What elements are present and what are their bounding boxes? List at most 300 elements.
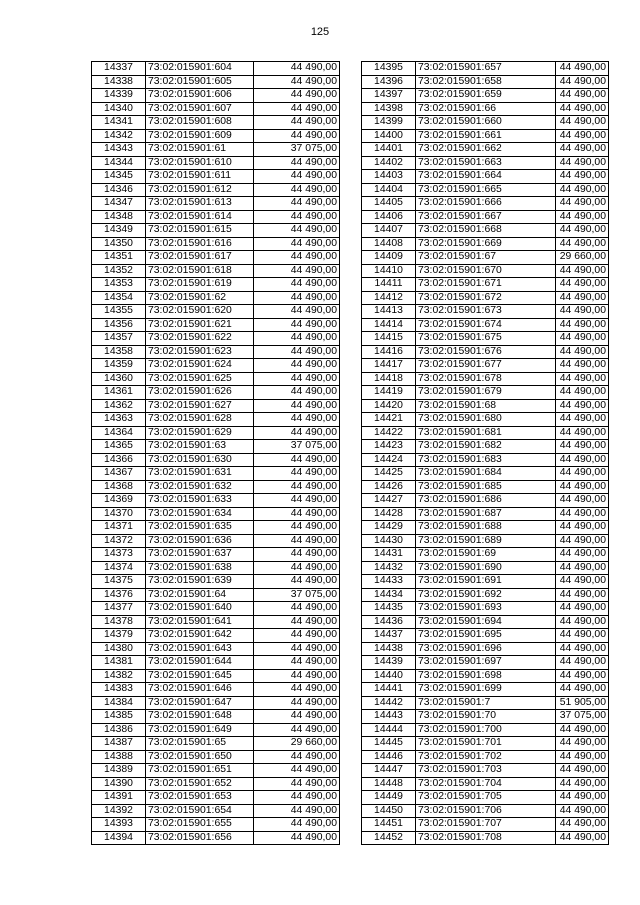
table-row: [362, 480, 609, 494]
record-number-cell: 14423: [362, 440, 416, 454]
table-row: [92, 534, 340, 548]
table-row: [362, 305, 609, 319]
cadastral-number-cell: 73:02:015901:681: [416, 426, 556, 440]
table-row: [92, 683, 340, 697]
table-row: [362, 602, 609, 616]
cadastral-number-cell: 73:02:015901:656: [146, 831, 254, 845]
value-cell: 44 490,00: [556, 440, 609, 454]
cadastral-number-cell: 73:02:015901:657: [416, 62, 556, 76]
value-cell: 44 490,00: [254, 102, 340, 116]
record-number-cell: 14387: [92, 737, 146, 751]
cadastral-number-cell: 73:02:015901:689: [416, 534, 556, 548]
cadastral-number-cell: 73:02:015901:698: [416, 669, 556, 683]
table-row: [362, 521, 609, 535]
cadastral-number-cell: 73:02:015901:631: [146, 467, 254, 481]
value-cell: 44 490,00: [254, 561, 340, 575]
cadastral-number-cell: 73:02:015901:669: [416, 237, 556, 251]
record-number-cell: 14429: [362, 521, 416, 535]
table-row: [92, 629, 340, 643]
record-number-cell: 14380: [92, 642, 146, 656]
table-row: [92, 588, 340, 602]
table-row: [362, 575, 609, 589]
value-cell: 44 490,00: [556, 170, 609, 184]
record-number-cell: 14355: [92, 305, 146, 319]
record-number-cell: 14386: [92, 723, 146, 737]
cadastral-number-cell: 73:02:015901:701: [416, 737, 556, 751]
value-cell: 44 490,00: [254, 332, 340, 346]
cadastral-number-cell: 73:02:015901:707: [416, 818, 556, 832]
cadastral-number-cell: 73:02:015901:617: [146, 251, 254, 265]
cadastral-number-cell: 73:02:015901:648: [146, 710, 254, 724]
cadastral-number-cell: 73:02:015901:62: [146, 291, 254, 305]
record-number-cell: 14367: [92, 467, 146, 481]
table-row: [362, 750, 609, 764]
value-cell: 29 660,00: [556, 251, 609, 265]
value-cell: 37 075,00: [254, 440, 340, 454]
record-number-cell: 14383: [92, 683, 146, 697]
cadastral-number-cell: 73:02:015901:645: [146, 669, 254, 683]
record-number-cell: 14393: [92, 818, 146, 832]
cadastral-number-cell: 73:02:015901:665: [416, 183, 556, 197]
value-cell: 44 490,00: [556, 278, 609, 292]
value-cell: 44 490,00: [556, 602, 609, 616]
cadastral-number-cell: 73:02:015901:661: [416, 129, 556, 143]
table-row: [362, 453, 609, 467]
table-row: [92, 224, 340, 238]
cadastral-number-cell: 73:02:015901:618: [146, 264, 254, 278]
record-number-cell: 14356: [92, 318, 146, 332]
record-number-cell: 14418: [362, 372, 416, 386]
value-cell: 44 490,00: [556, 359, 609, 373]
value-cell: 44 490,00: [254, 210, 340, 224]
value-cell: 44 490,00: [254, 804, 340, 818]
cadastral-number-cell: 73:02:015901:640: [146, 602, 254, 616]
record-number-cell: 14435: [362, 602, 416, 616]
value-cell: 44 490,00: [254, 359, 340, 373]
cadastral-number-cell: 73:02:015901:651: [146, 764, 254, 778]
record-number-cell: 14432: [362, 561, 416, 575]
table-row: [92, 156, 340, 170]
value-cell: 44 490,00: [254, 642, 340, 656]
record-number-cell: 14392: [92, 804, 146, 818]
cadastral-number-cell: 73:02:015901:642: [146, 629, 254, 643]
record-number-cell: 14398: [362, 102, 416, 116]
value-cell: 44 490,00: [556, 480, 609, 494]
record-number-cell: 14390: [92, 777, 146, 791]
cadastral-number-cell: 73:02:015901:641: [146, 615, 254, 629]
value-cell: 44 490,00: [254, 278, 340, 292]
record-number-cell: 14366: [92, 453, 146, 467]
cadastral-number-cell: 73:02:015901:7: [416, 696, 556, 710]
cadastral-number-cell: 73:02:015901:610: [146, 156, 254, 170]
record-number-cell: 14377: [92, 602, 146, 616]
table-row: [362, 386, 609, 400]
table-row: [362, 102, 609, 116]
table-row: [92, 359, 340, 373]
record-number-cell: 14371: [92, 521, 146, 535]
table-row: [92, 561, 340, 575]
left-register-table: [91, 61, 340, 845]
table-row: [92, 710, 340, 724]
table-row: [362, 413, 609, 427]
cadastral-number-cell: 73:02:015901:61: [146, 143, 254, 157]
value-cell: 44 490,00: [556, 521, 609, 535]
value-cell: 44 490,00: [254, 318, 340, 332]
table-row: [362, 62, 609, 76]
record-number-cell: 14346: [92, 183, 146, 197]
cadastral-number-cell: 73:02:015901:606: [146, 89, 254, 103]
table-row: [92, 264, 340, 278]
record-number-cell: 14391: [92, 791, 146, 805]
record-number-cell: 14440: [362, 669, 416, 683]
value-cell: 44 490,00: [556, 642, 609, 656]
cadastral-number-cell: 73:02:015901:703: [416, 764, 556, 778]
table-row: [92, 750, 340, 764]
value-cell: 37 075,00: [556, 710, 609, 724]
record-number-cell: 14424: [362, 453, 416, 467]
record-number-cell: 14363: [92, 413, 146, 427]
table-row: [362, 656, 609, 670]
value-cell: 44 490,00: [254, 386, 340, 400]
cadastral-number-cell: 73:02:015901:608: [146, 116, 254, 130]
value-cell: 44 490,00: [254, 656, 340, 670]
cadastral-number-cell: 73:02:015901:659: [416, 89, 556, 103]
record-number-cell: 14395: [362, 62, 416, 76]
table-row: [362, 440, 609, 454]
right-register-table: [361, 61, 609, 845]
cadastral-number-cell: 73:02:015901:612: [146, 183, 254, 197]
record-number-cell: 14412: [362, 291, 416, 305]
table-row: [362, 278, 609, 292]
page-number: 125: [310, 26, 330, 38]
record-number-cell: 14439: [362, 656, 416, 670]
record-number-cell: 14354: [92, 291, 146, 305]
table-row: [92, 251, 340, 265]
value-cell: 44 490,00: [254, 683, 340, 697]
cadastral-number-cell: 73:02:015901:626: [146, 386, 254, 400]
cadastral-number-cell: 73:02:015901:616: [146, 237, 254, 251]
cadastral-number-cell: 73:02:015901:660: [416, 116, 556, 130]
record-number-cell: 14339: [92, 89, 146, 103]
value-cell: 44 490,00: [254, 426, 340, 440]
record-number-cell: 14343: [92, 143, 146, 157]
table-row: [362, 183, 609, 197]
cadastral-number-cell: 73:02:015901:611: [146, 170, 254, 184]
table-row: [92, 116, 340, 130]
record-number-cell: 14388: [92, 750, 146, 764]
table-row: [92, 818, 340, 832]
cadastral-number-cell: 73:02:015901:708: [416, 831, 556, 845]
record-number-cell: 14357: [92, 332, 146, 346]
value-cell: 44 490,00: [254, 372, 340, 386]
cadastral-number-cell: 73:02:015901:687: [416, 507, 556, 521]
record-number-cell: 14410: [362, 264, 416, 278]
value-cell: 44 490,00: [254, 116, 340, 130]
record-number-cell: 14413: [362, 305, 416, 319]
value-cell: 44 490,00: [254, 75, 340, 89]
table-row: [92, 440, 340, 454]
cadastral-number-cell: 73:02:015901:63: [146, 440, 254, 454]
table-row: [92, 737, 340, 751]
value-cell: 44 490,00: [556, 143, 609, 157]
table-row: [92, 278, 340, 292]
value-cell: 44 490,00: [254, 710, 340, 724]
record-number-cell: 14362: [92, 399, 146, 413]
table-row: [362, 683, 609, 697]
table-row: [362, 723, 609, 737]
record-number-cell: 14338: [92, 75, 146, 89]
cadastral-number-cell: 73:02:015901:673: [416, 305, 556, 319]
value-cell: 44 490,00: [254, 791, 340, 805]
record-number-cell: 14341: [92, 116, 146, 130]
cadastral-number-cell: 73:02:015901:670: [416, 264, 556, 278]
record-number-cell: 14397: [362, 89, 416, 103]
cadastral-number-cell: 73:02:015901:615: [146, 224, 254, 238]
record-number-cell: 14364: [92, 426, 146, 440]
record-number-cell: 14382: [92, 669, 146, 683]
record-number-cell: 14369: [92, 494, 146, 508]
record-number-cell: 14434: [362, 588, 416, 602]
record-number-cell: 14350: [92, 237, 146, 251]
record-number-cell: 14399: [362, 116, 416, 130]
value-cell: 44 490,00: [254, 237, 340, 251]
table-row: [362, 143, 609, 157]
cadastral-number-cell: 73:02:015901:667: [416, 210, 556, 224]
value-cell: 44 490,00: [254, 129, 340, 143]
record-number-cell: 14422: [362, 426, 416, 440]
table-row: [362, 507, 609, 521]
table-row: [92, 291, 340, 305]
table-row: [362, 345, 609, 359]
record-number-cell: 14441: [362, 683, 416, 697]
record-number-cell: 14419: [362, 386, 416, 400]
table-row: [362, 75, 609, 89]
table-row: [362, 251, 609, 265]
table-row: [362, 534, 609, 548]
record-number-cell: 14411: [362, 278, 416, 292]
value-cell: 44 490,00: [556, 683, 609, 697]
record-number-cell: 14337: [92, 62, 146, 76]
table-row: [92, 507, 340, 521]
value-cell: 44 490,00: [254, 183, 340, 197]
record-number-cell: 14425: [362, 467, 416, 481]
record-number-cell: 14415: [362, 332, 416, 346]
table-row: [92, 521, 340, 535]
record-number-cell: 14433: [362, 575, 416, 589]
cadastral-number-cell: 73:02:015901:699: [416, 683, 556, 697]
cadastral-number-cell: 73:02:015901:693: [416, 602, 556, 616]
record-number-cell: 14446: [362, 750, 416, 764]
value-cell: 44 490,00: [254, 413, 340, 427]
record-number-cell: 14449: [362, 791, 416, 805]
table-row: [362, 116, 609, 130]
table-row: [362, 791, 609, 805]
record-number-cell: 14352: [92, 264, 146, 278]
record-number-cell: 14370: [92, 507, 146, 521]
value-cell: 44 490,00: [556, 156, 609, 170]
value-cell: 44 490,00: [556, 507, 609, 521]
value-cell: 44 490,00: [254, 831, 340, 845]
table-row: [362, 399, 609, 413]
record-number-cell: 14442: [362, 696, 416, 710]
table-row: [92, 102, 340, 116]
cadastral-number-cell: 73:02:015901:638: [146, 561, 254, 575]
record-number-cell: 14361: [92, 386, 146, 400]
table-row: [92, 656, 340, 670]
record-number-cell: 14342: [92, 129, 146, 143]
record-number-cell: 14438: [362, 642, 416, 656]
record-number-cell: 14436: [362, 615, 416, 629]
table-row: [92, 129, 340, 143]
table-row: [92, 467, 340, 481]
cadastral-number-cell: 73:02:015901:607: [146, 102, 254, 116]
record-number-cell: 14445: [362, 737, 416, 751]
cadastral-number-cell: 73:02:015901:609: [146, 129, 254, 143]
table-row: [92, 399, 340, 413]
cadastral-number-cell: 73:02:015901:646: [146, 683, 254, 697]
value-cell: 44 490,00: [254, 521, 340, 535]
value-cell: 44 490,00: [556, 548, 609, 562]
value-cell: 44 490,00: [254, 251, 340, 265]
value-cell: 44 490,00: [556, 264, 609, 278]
cadastral-number-cell: 73:02:015901:677: [416, 359, 556, 373]
value-cell: 44 490,00: [556, 386, 609, 400]
value-cell: 44 490,00: [556, 615, 609, 629]
record-number-cell: 14345: [92, 170, 146, 184]
value-cell: 44 490,00: [556, 561, 609, 575]
value-cell: 44 490,00: [556, 62, 609, 76]
record-number-cell: 14374: [92, 561, 146, 575]
value-cell: 44 490,00: [254, 467, 340, 481]
record-number-cell: 14372: [92, 534, 146, 548]
cadastral-number-cell: 73:02:015901:621: [146, 318, 254, 332]
cadastral-number-cell: 73:02:015901:628: [146, 413, 254, 427]
table-row: [362, 588, 609, 602]
table-row: [362, 156, 609, 170]
cadastral-number-cell: 73:02:015901:639: [146, 575, 254, 589]
value-cell: 44 490,00: [556, 116, 609, 130]
cadastral-number-cell: 73:02:015901:614: [146, 210, 254, 224]
value-cell: 44 490,00: [556, 791, 609, 805]
record-number-cell: 14427: [362, 494, 416, 508]
record-number-cell: 14358: [92, 345, 146, 359]
table-row: [92, 237, 340, 251]
cadastral-number-cell: 73:02:015901:627: [146, 399, 254, 413]
cadastral-number-cell: 73:02:015901:680: [416, 413, 556, 427]
table-row: [92, 305, 340, 319]
record-number-cell: 14373: [92, 548, 146, 562]
value-cell: 44 490,00: [556, 804, 609, 818]
cadastral-number-cell: 73:02:015901:70: [416, 710, 556, 724]
table-row: [362, 831, 609, 845]
cadastral-number-cell: 73:02:015901:613: [146, 197, 254, 211]
record-number-cell: 14444: [362, 723, 416, 737]
table-row: [362, 548, 609, 562]
value-cell: 44 490,00: [254, 750, 340, 764]
table-row: [92, 602, 340, 616]
cadastral-number-cell: 73:02:015901:672: [416, 291, 556, 305]
table-row: [362, 89, 609, 103]
record-number-cell: 14443: [362, 710, 416, 724]
cadastral-number-cell: 73:02:015901:700: [416, 723, 556, 737]
value-cell: 44 490,00: [556, 588, 609, 602]
cadastral-number-cell: 73:02:015901:619: [146, 278, 254, 292]
cadastral-number-cell: 73:02:015901:637: [146, 548, 254, 562]
record-number-cell: 14452: [362, 831, 416, 845]
table-row: [362, 210, 609, 224]
value-cell: 44 490,00: [254, 291, 340, 305]
value-cell: 44 490,00: [254, 777, 340, 791]
table-row: [92, 372, 340, 386]
value-cell: 44 490,00: [254, 602, 340, 616]
value-cell: 44 490,00: [254, 224, 340, 238]
value-cell: 44 490,00: [254, 399, 340, 413]
record-number-cell: 14381: [92, 656, 146, 670]
record-number-cell: 14389: [92, 764, 146, 778]
table-row: [362, 615, 609, 629]
value-cell: 44 490,00: [556, 750, 609, 764]
cadastral-number-cell: 73:02:015901:605: [146, 75, 254, 89]
value-cell: 44 490,00: [254, 62, 340, 76]
record-number-cell: 14349: [92, 224, 146, 238]
table-row: [362, 129, 609, 143]
table-row: [92, 764, 340, 778]
value-cell: 44 490,00: [556, 224, 609, 238]
cadastral-number-cell: 73:02:015901:666: [416, 197, 556, 211]
value-cell: 44 490,00: [254, 89, 340, 103]
cadastral-number-cell: 73:02:015901:675: [416, 332, 556, 346]
cadastral-number-cell: 73:02:015901:69: [416, 548, 556, 562]
table-row: [362, 264, 609, 278]
value-cell: 44 490,00: [556, 669, 609, 683]
value-cell: 44 490,00: [556, 210, 609, 224]
table-row: [362, 318, 609, 332]
table-row: [362, 170, 609, 184]
value-cell: 44 490,00: [556, 197, 609, 211]
value-cell: 44 490,00: [556, 467, 609, 481]
cadastral-number-cell: 73:02:015901:635: [146, 521, 254, 535]
record-number-cell: 14375: [92, 575, 146, 589]
record-number-cell: 14416: [362, 345, 416, 359]
record-number-cell: 14403: [362, 170, 416, 184]
value-cell: 44 490,00: [254, 615, 340, 629]
value-cell: 44 490,00: [254, 480, 340, 494]
value-cell: 44 490,00: [556, 183, 609, 197]
table-row: [92, 791, 340, 805]
value-cell: 44 490,00: [254, 629, 340, 643]
value-cell: 44 490,00: [556, 656, 609, 670]
value-cell: 44 490,00: [254, 764, 340, 778]
record-number-cell: 14421: [362, 413, 416, 427]
value-cell: 44 490,00: [556, 413, 609, 427]
value-cell: 44 490,00: [556, 777, 609, 791]
right-table-body: [362, 62, 609, 845]
value-cell: 44 490,00: [556, 305, 609, 319]
table-row: [92, 89, 340, 103]
table-row: [92, 494, 340, 508]
table-row: [362, 359, 609, 373]
record-number-cell: 14353: [92, 278, 146, 292]
value-cell: 44 490,00: [254, 197, 340, 211]
table-row: [362, 669, 609, 683]
record-number-cell: 14405: [362, 197, 416, 211]
table-row: [92, 615, 340, 629]
record-number-cell: 14365: [92, 440, 146, 454]
cadastral-number-cell: 73:02:015901:697: [416, 656, 556, 670]
table-row: [92, 804, 340, 818]
cadastral-number-cell: 73:02:015901:686: [416, 494, 556, 508]
record-number-cell: 14400: [362, 129, 416, 143]
